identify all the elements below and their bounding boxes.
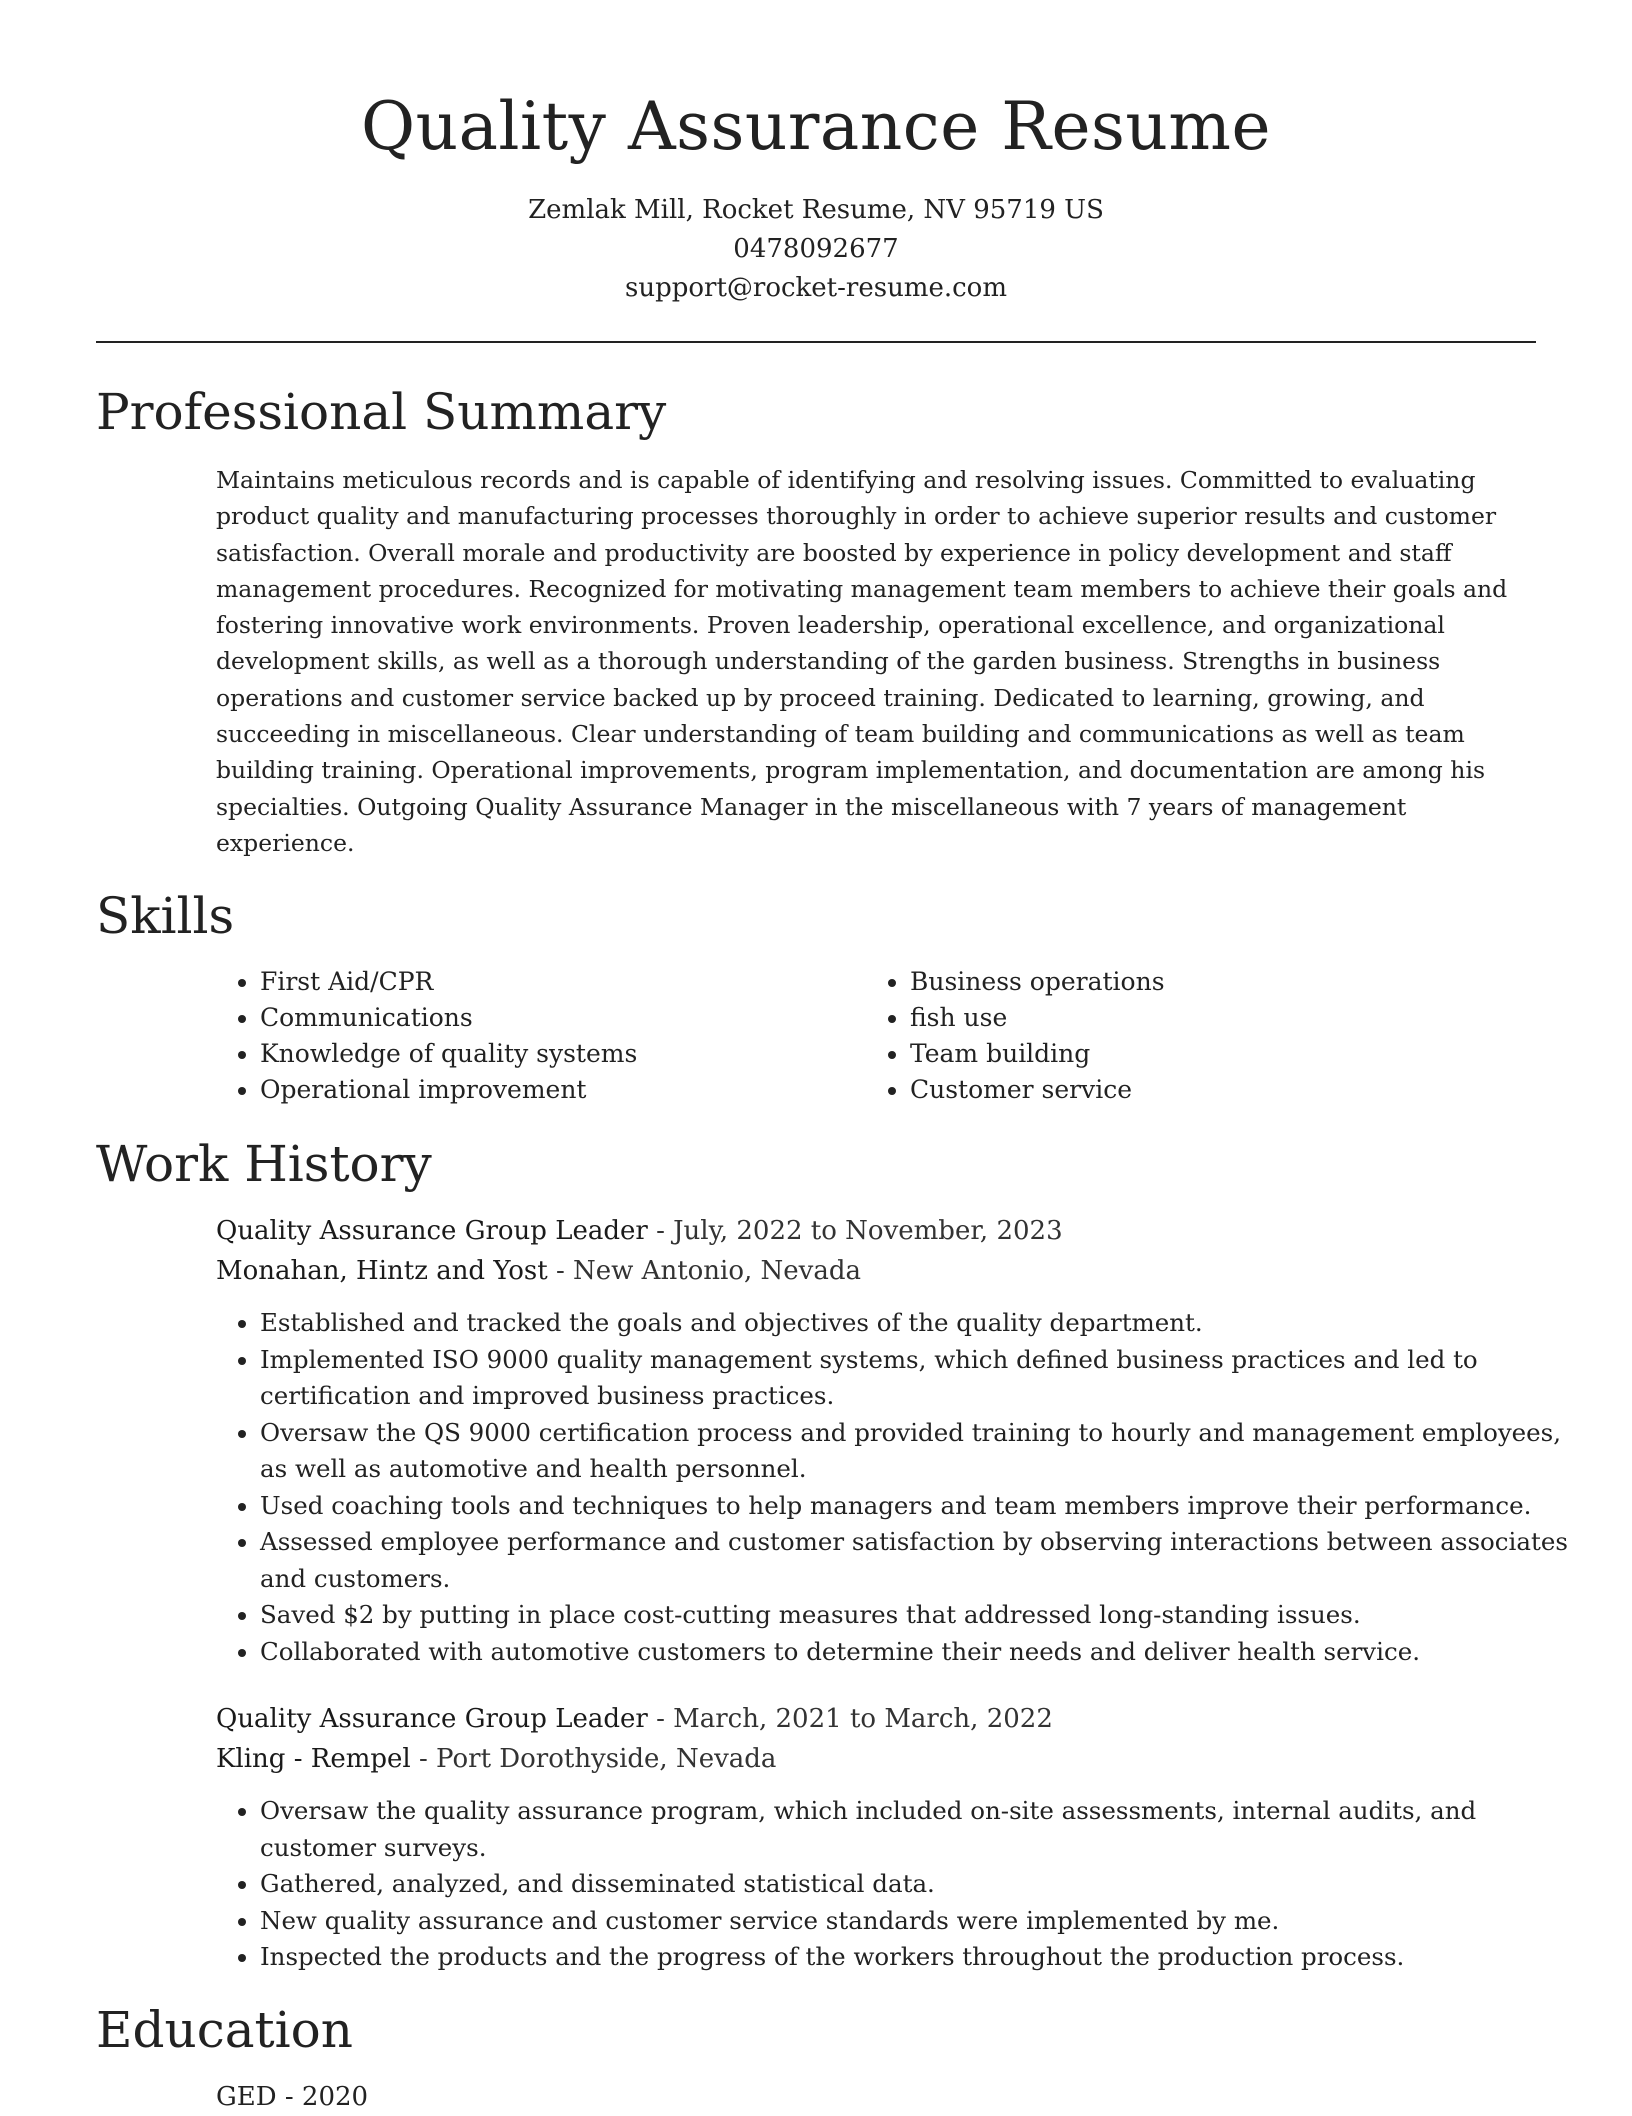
job-company-line (216, 1252, 1536, 1290)
job-bullet: • Collaborated with automotive customers to determine their needs and deliver health service. (260, 1634, 1580, 1671)
education-year: - 2020 (276, 2082, 369, 2112)
skills-list-left (216, 964, 880, 1108)
job-bullet: • Oversaw the QS 9000 certification process and provided training to hourly and management employees, as well as automotive and health personnel. (260, 1415, 1580, 1488)
job-location: - Port Dorothyside, Nevada (410, 1744, 777, 1774)
skill-item: • Communications (260, 1000, 880, 1036)
contact-address: Zemlak Mill, Rocket Resume, NV 95719 US (528, 195, 1104, 225)
skill-item: • Team building (910, 1036, 1530, 1072)
job-bullet: • Saved $2 by putting in place cost-cutting measures that addressed long-standing issues. (260, 1597, 1580, 1634)
skill-item: • Business operations (910, 964, 1530, 1000)
job-bullet: • Implemented ISO 9000 quality management systems, which defined business practices and led to certification and improved business practices. (260, 1342, 1580, 1415)
skill-item: • fish use (910, 1000, 1530, 1036)
contact-phone: 0478092677 (733, 234, 899, 264)
contact-email[interactable]: support@rocket-resume.com (624, 273, 1007, 303)
job-dates: - March, 2021 to March, 2022 (647, 1704, 1053, 1734)
summary-heading: Professional Summary (96, 383, 667, 441)
job-location: - New Antonio, Nevada (547, 1256, 862, 1286)
work-history-heading: Work History (96, 1135, 432, 1193)
education-degree: GED (216, 2082, 277, 2112)
resume-title: Quality Assurance Resume (360, 88, 1272, 165)
skills-list-right (866, 964, 1530, 1108)
job-bullet: • Established and tracked the goals and objectives of the quality department. (260, 1305, 1580, 1342)
job-bullet: • Gathered, analyzed, and disseminated statistical data. (260, 1866, 1580, 1903)
skill-item: • Operational improvement (260, 1072, 880, 1108)
job-company-line (216, 1740, 1536, 1778)
education-heading: Education (96, 2001, 353, 2059)
job-bullet: • Oversaw the quality assurance program, which included on-site assessments, internal audits, and customer surveys. (260, 1793, 1580, 1866)
job-bullet: • Inspected the products and the progress of the workers throughout the production process. (260, 1939, 1580, 1976)
job-bullet: • Assessed employee performance and customer satisfaction by observing interactions between associates and customers. (260, 1524, 1580, 1597)
skill-item: • Knowledge of quality systems (260, 1036, 880, 1072)
job-bullets (216, 1793, 1580, 1976)
skill-item: • Customer service (910, 1072, 1530, 1108)
job-dates: - July, 2022 to November, 2023 (647, 1216, 1063, 1246)
job-title: Quality Assurance Group Leader (216, 1704, 648, 1734)
job-company: Monahan, Hintz and Yost (216, 1256, 548, 1286)
job-bullets (216, 1305, 1580, 1670)
job-title-line (216, 1212, 1536, 1250)
job-bullet: • New quality assurance and customer service standards were implemented by me. (260, 1903, 1580, 1940)
education-entry (216, 2078, 1536, 2116)
job-title: Quality Assurance Group Leader (216, 1216, 648, 1246)
header-divider (96, 341, 1536, 343)
job-bullet: • Used coaching tools and techniques to help managers and team members improve their performance. (260, 1488, 1580, 1525)
summary-text: Maintains meticulous records and is capable of identifying and resolving issues. Committed to evaluating product quality and manufacturing processes thoroughly in order to achieve superior results and customer satisfaction. Overall morale and productivity are boosted by experience in policy development and staff management procedures. Recognized for motivating management team members to achieve their goals and fostering innovative work environments. Proven leadership, operational excellence, and organizational development skills, as well as a thorough understanding of the garden business. Strengths in business operations and customer service backed up by proceed training. Dedicated to learning, growing, and succeeding in miscellaneous. Clear understanding of team building and communications as well as team building training. Operational improvements, program implementation, and documentation are among his specialties. Outgoing Quality Assurance Manager in the miscellaneous with 7 years of management experience. (216, 466, 1508, 857)
job-title-line (216, 1700, 1536, 1738)
job-company: Kling - Rempel (216, 1744, 411, 1774)
skills-heading: Skills (96, 887, 235, 945)
skill-item: • First Aid/CPR (260, 964, 880, 1000)
